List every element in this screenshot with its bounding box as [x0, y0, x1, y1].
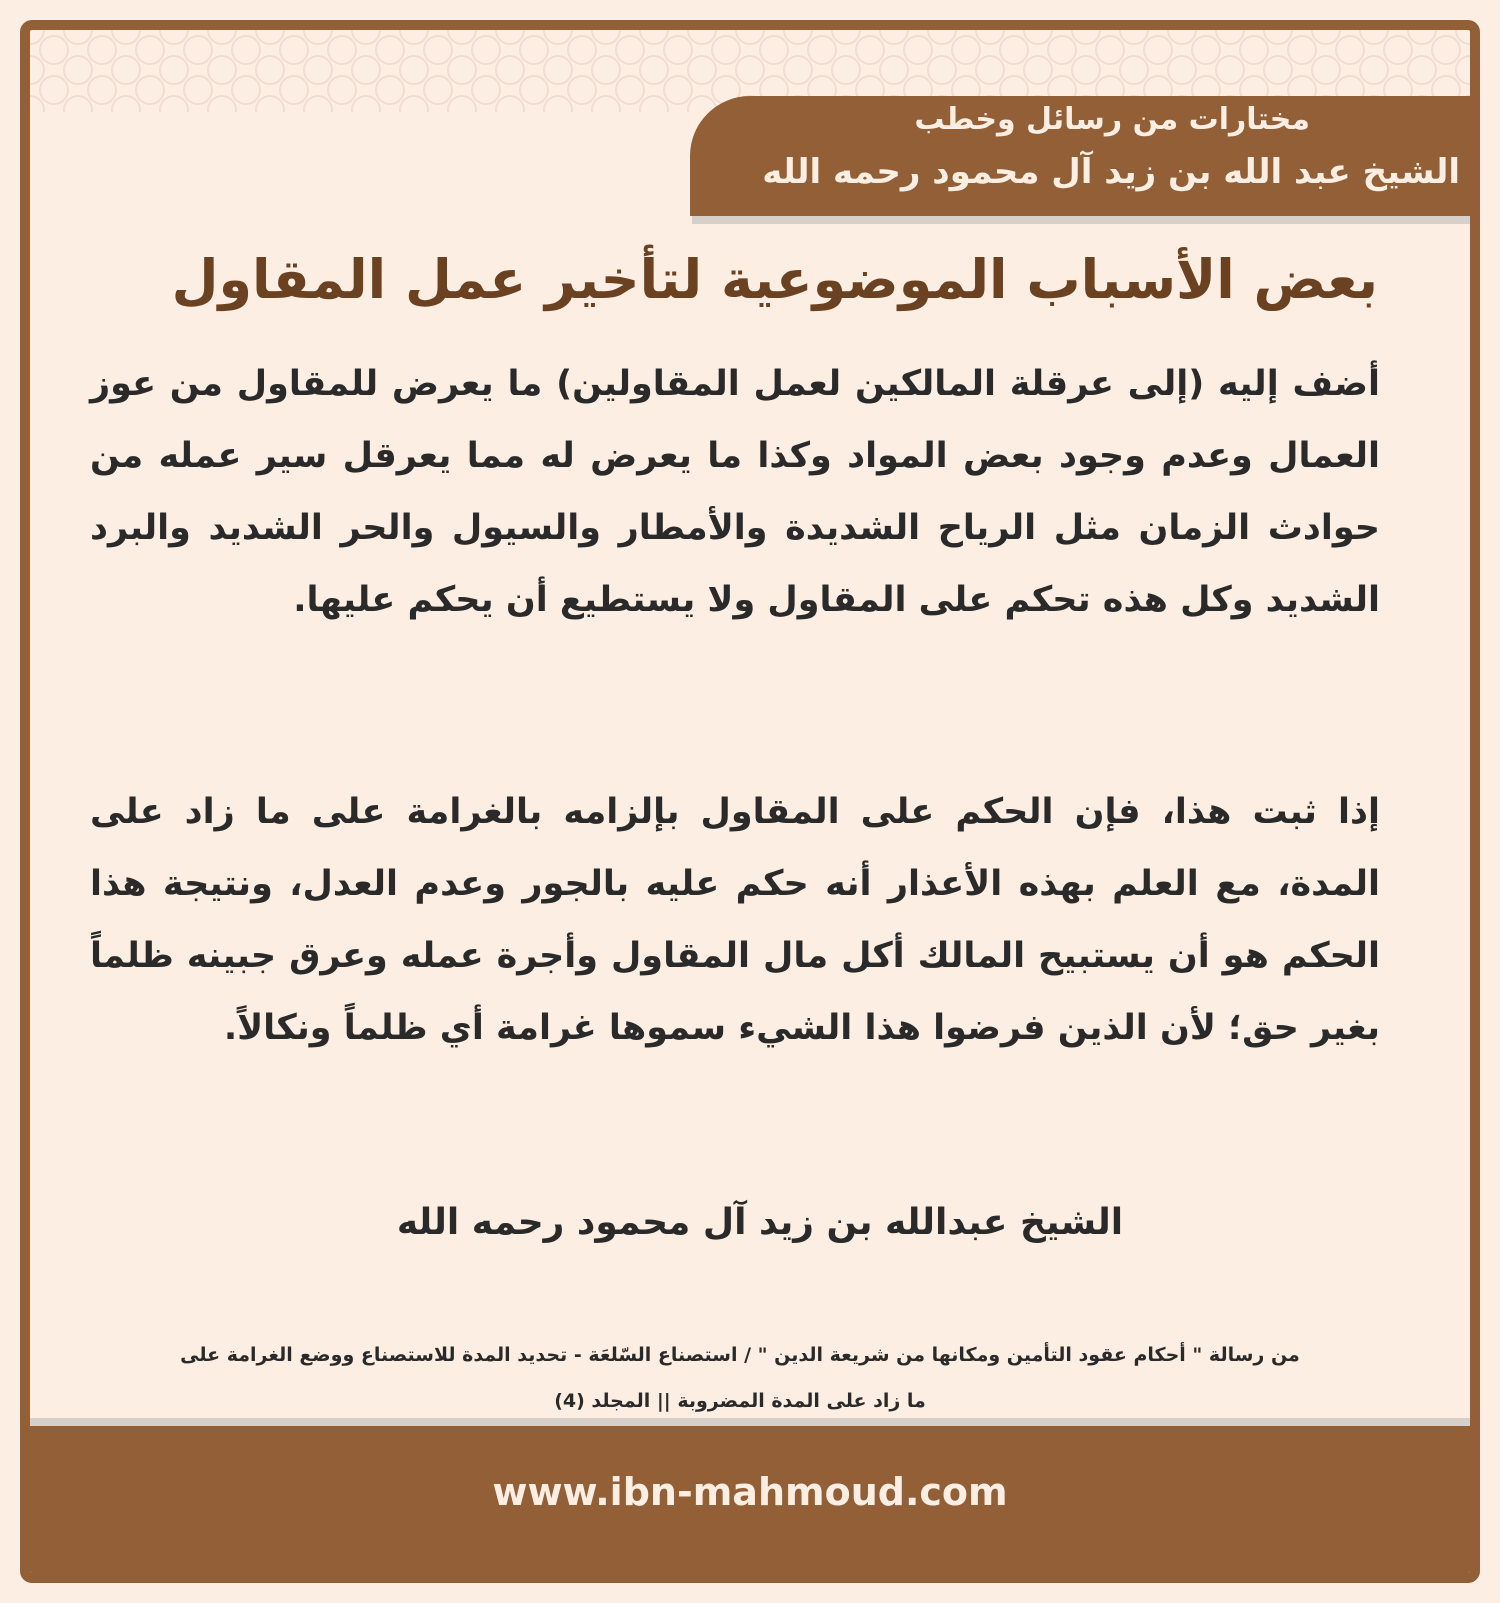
website-link[interactable]: www.ibn-mahmoud.com [492, 1470, 1008, 1514]
author-signature: الشيخ عبدالله بن زيد آل محمود رحمه الله [396, 1202, 1124, 1243]
source-line-2: ما زاد على المدة المضروبة || المجلد (4) [554, 1390, 926, 1412]
header-series-title: مختارات من رسائل وخطب [914, 102, 1310, 137]
source-citation [115, 1332, 1365, 1424]
paragraph-2: إذا ثبت هذا، فإن الحكم على المقاول بإلزامه بالغرامة على ما زاد على المدة، مع العلم بهذه الأعذار أنه حكم عليه بالجور وعدم العدل، ونتيجة هذا الحكم هو أن يستبيح المالك أكل مال المقاول وأجرة عمله وعرق جبينه ظلماً بغير حق؛ لأن الذين فرضوا هذا الشيء سموها غرامة أي ظلماً ونكالاً. [90, 792, 1380, 1048]
card-frame [20, 20, 1480, 1583]
header-author-name: الشيخ عبد الله بن زيد آل محمود رحمه الله [762, 152, 1460, 192]
page-title: بعض الأسباب الموضوعية لتأخير عمل المقاول [171, 248, 1378, 311]
paragraph-1: أضف إليه (إلى عرقلة المالكين لعمل المقاولين) ما يعرض للمقاول من عوز العمال وعدم وجود بعض المواد وكذا ما يعرض له مما يعرقل سير عمله من حوادث الزمان مثل الرياح الشديدة والأمطار والسيول والحر الشديد والبرد الشديد وكل هذه تحكم على المقاول ولا يستطيع أن يحكم عليها. [90, 364, 1380, 620]
header-banner [690, 96, 1480, 216]
footer-bar [30, 1418, 1470, 1573]
source-line-1: من رسالة " أحكام عقود التأمين ومكانها من شريعة الدين " / استصناع السّلعَة - تحديد المدة للاستصناع ووضع الغرامة على [180, 1344, 1300, 1366]
